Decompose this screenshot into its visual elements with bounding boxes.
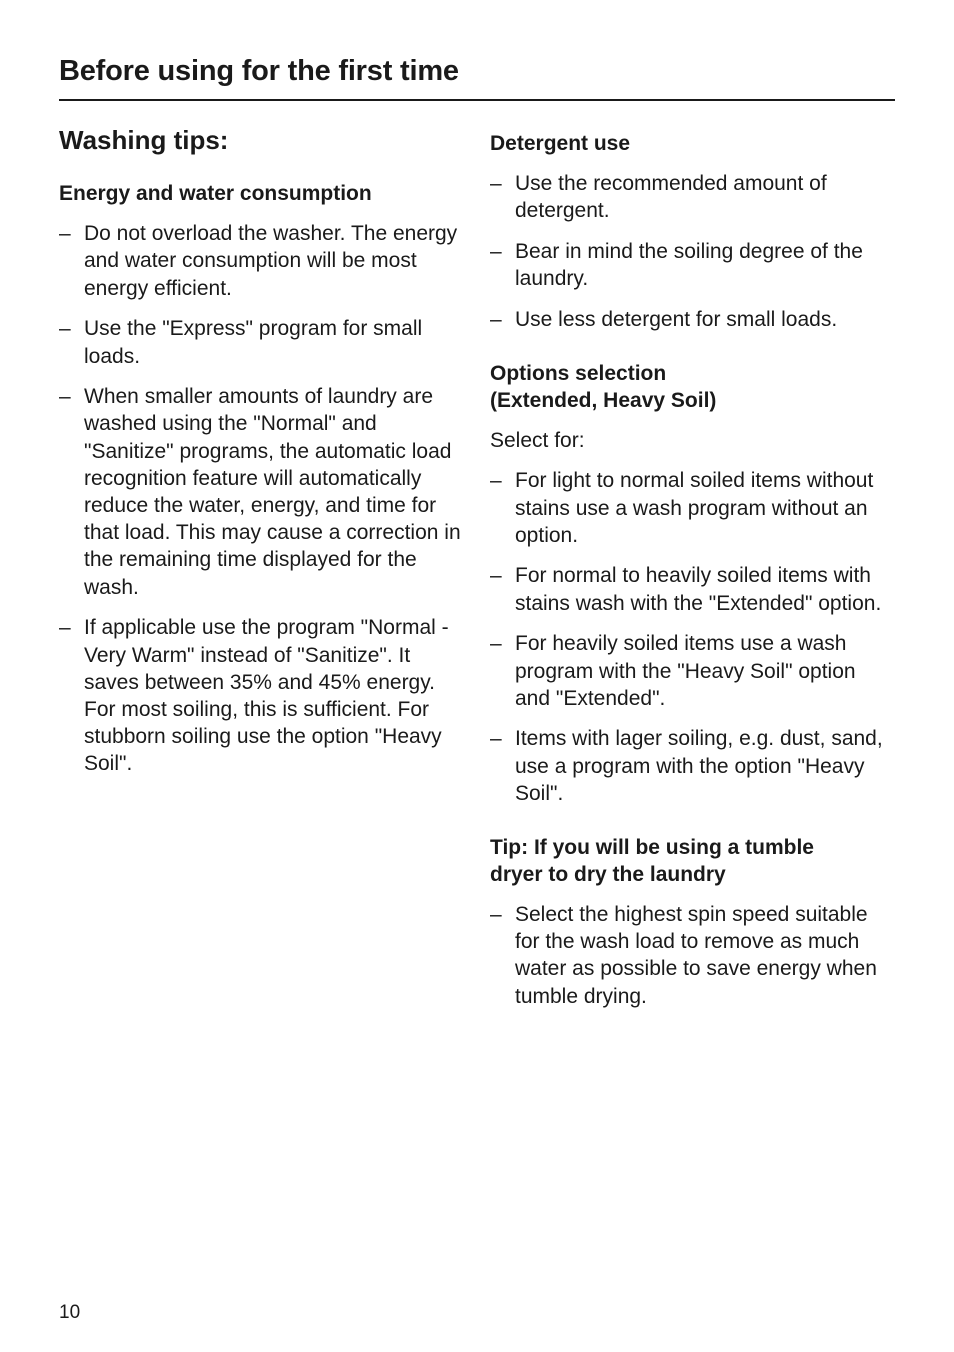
right-column — [490, 122, 895, 1023]
list-item — [59, 220, 469, 302]
options-intro: Select for: — [490, 429, 585, 453]
left-column — [59, 122, 469, 791]
heading-line: dryer to dry the laundry — [490, 862, 726, 886]
detergent-tips-list — [490, 170, 895, 333]
spacer — [490, 414, 895, 427]
list-dash: – — [59, 616, 71, 640]
list-dash: – — [490, 632, 502, 656]
list-item — [490, 562, 895, 616]
list-item — [490, 630, 895, 712]
list-dash: – — [490, 902, 502, 926]
list-item — [490, 901, 895, 1010]
list-item-text: Use less detergent for small loads. — [515, 308, 838, 332]
list-item-text: If applicable use the program "Normal - Very Warm" instead of "Sanitize". It saves between 35% and 45% energy. For most soiling, this is sufficient. For stubborn soiling use the option "Heavy Soil". — [84, 616, 449, 776]
page-header — [59, 52, 895, 90]
list-item-text: For light to normal soiled items without stains use a wash program without an option. — [515, 469, 874, 547]
header-rule — [59, 99, 895, 101]
spacer — [490, 454, 895, 467]
spacer — [490, 157, 895, 170]
list-item — [59, 315, 469, 369]
list-item-text: Bear in mind the soiling degree of the laundry. — [515, 240, 863, 291]
list-item — [490, 306, 895, 333]
list-dash: – — [59, 317, 71, 341]
spacer — [490, 347, 895, 360]
section-title-washing-tips: Washing tips: — [59, 125, 229, 155]
list-item — [490, 170, 895, 224]
list-item-text: Use the recommended amount of detergent. — [515, 172, 827, 223]
options-list — [490, 467, 895, 807]
list-dash: – — [490, 172, 502, 196]
list-item-text: Items with lager soiling, e.g. dust, sand, use a program with the option "Heavy Soil". — [515, 727, 883, 805]
tumble-dryer-list — [490, 901, 895, 1010]
list-dash: – — [490, 469, 502, 493]
list-item-text: When smaller amounts of laundry are washed using the "Normal" and "Sanitize" programs, the automatic load recognition feature will automatically reduce the water, energy, and time for that load. This may cause a correction in the remaining time displayed for the wash. — [84, 385, 461, 599]
list-item — [490, 467, 895, 549]
list-item-text: Select the highest spin speed suitable for the wash load to remove as much water as possible to save energy when tumble drying. — [515, 902, 877, 1008]
heading-detergent-use: Detergent use — [490, 132, 631, 155]
page-number: 10 — [59, 1302, 81, 1323]
spacer — [59, 158, 469, 180]
list-dash: – — [59, 385, 71, 409]
energy-tips-list — [59, 220, 469, 777]
heading-line: (Extended, Heavy Soil) — [490, 388, 717, 412]
list-dash: – — [490, 727, 502, 751]
list-item — [59, 383, 469, 601]
heading-energy-water: Energy and water consumption — [59, 182, 372, 205]
list-dash: – — [490, 240, 502, 264]
list-dash: – — [59, 222, 71, 246]
list-item-text: For heavily soiled items use a wash program with the "Heavy Soil" option and "Extended". — [515, 632, 856, 710]
list-dash: – — [490, 308, 502, 332]
heading-options-selection — [490, 360, 895, 414]
list-item — [59, 614, 469, 777]
list-item-text: Do not overload the washer. The energy and water consumption will be most energy efficient. — [84, 222, 458, 300]
list-item — [490, 725, 895, 807]
list-item-text: Use the "Express" program for small loads. — [84, 317, 423, 368]
spacer — [490, 888, 895, 901]
list-dash: – — [490, 564, 502, 588]
heading-line: Options selection — [490, 361, 667, 385]
heading-tumble-dryer-tip — [490, 834, 895, 888]
page-title: Before using for the first time — [59, 55, 459, 87]
list-item — [490, 238, 895, 292]
spacer — [59, 207, 469, 220]
heading-line: Tip: If you will be using a tumble — [490, 835, 814, 859]
list-item-text: For normal to heavily soiled items with stains wash with the "Extended" option. — [515, 564, 882, 615]
spacer — [490, 821, 895, 834]
spacer — [490, 122, 895, 130]
